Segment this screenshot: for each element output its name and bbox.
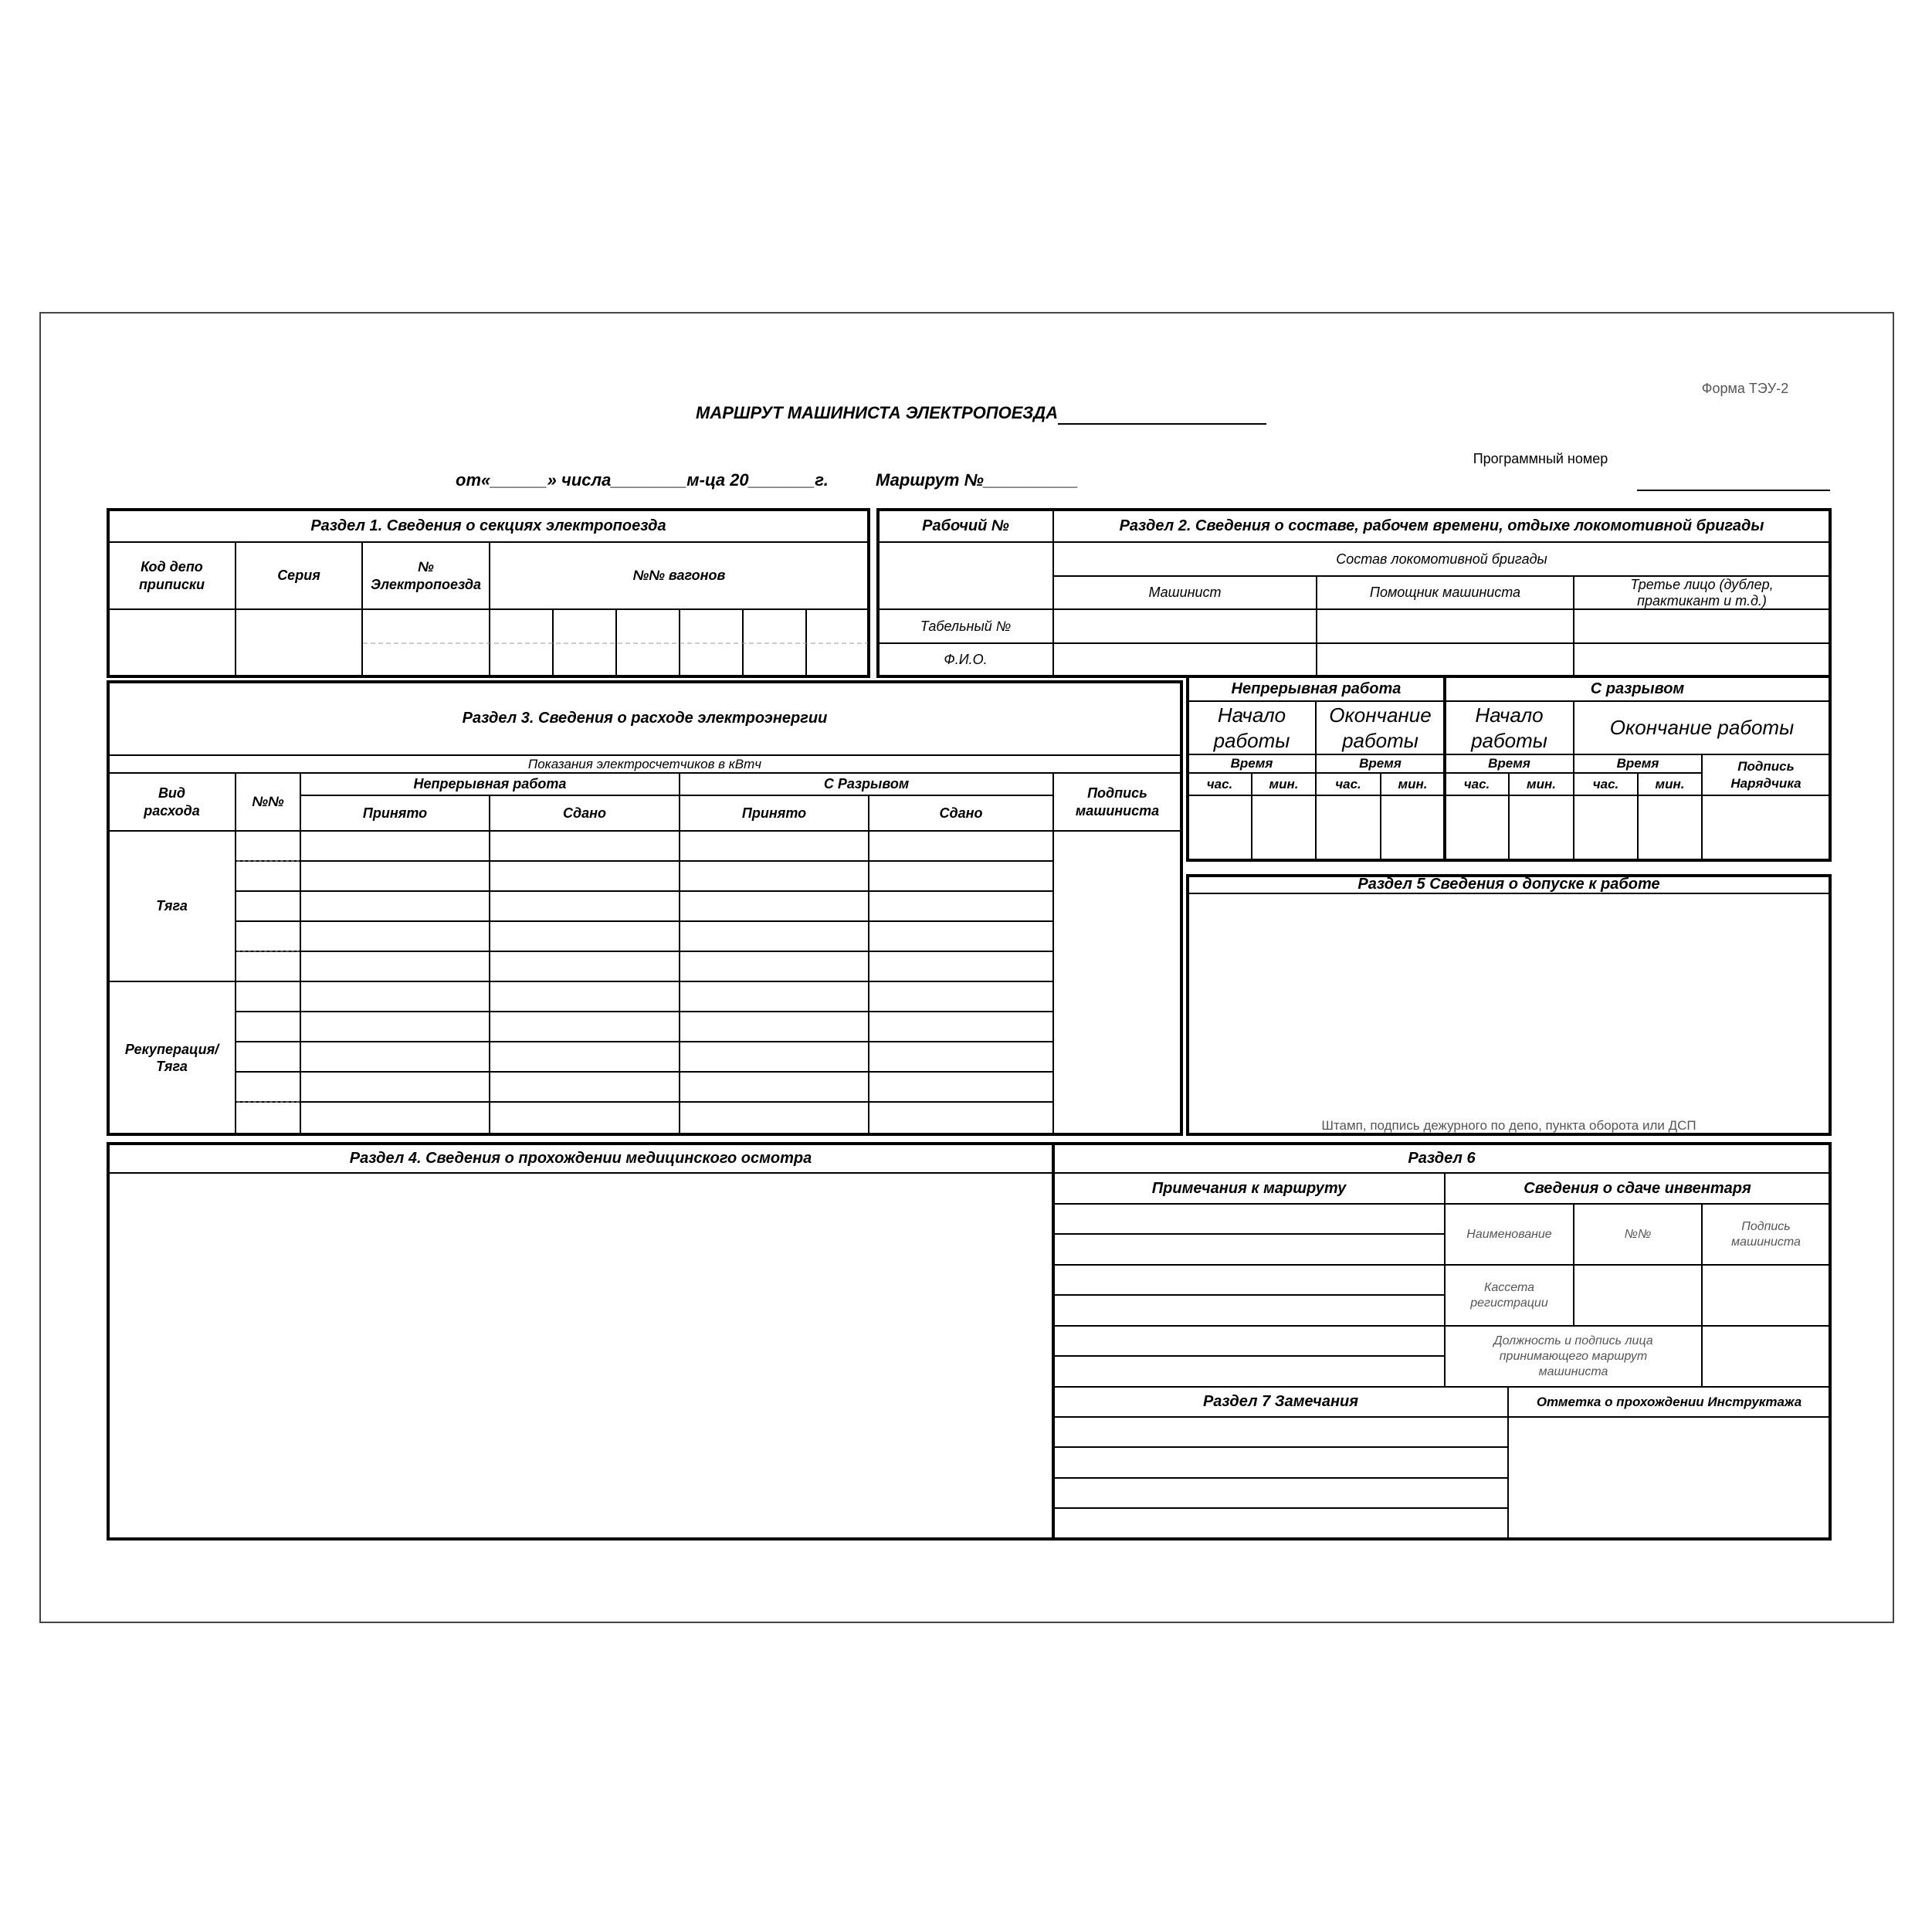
tab-number-label: Табельный №: [920, 618, 1012, 634]
section7-title: Раздел 7 Замечания: [1202, 1393, 1359, 1410]
minutes-label-4: мин.: [1655, 776, 1685, 791]
program-number-label: Программный номер: [1473, 450, 1608, 466]
section3-title: Раздел 3. Сведения о расходе электроэнергии: [462, 710, 828, 727]
received-col-2: Принято: [741, 805, 807, 821]
col-depot-code: Код депо приписки: [138, 559, 205, 592]
number-column-header: №№: [252, 794, 284, 810]
traction-row-label: Тяга: [156, 898, 188, 914]
time-label-1: Время: [1230, 756, 1273, 771]
received-col-1: Принято: [362, 805, 428, 821]
handed-col-2: Сдано: [939, 805, 983, 821]
section6-title: Раздел 6: [1408, 1149, 1476, 1167]
driver-column: Машинист: [1148, 585, 1222, 601]
continuous-end-header: Окончание работы: [1329, 703, 1432, 752]
page-title: МАРШРУТ МАШИНИСТА ЭЛЕКТРОПОЕЗДА: [696, 403, 1058, 423]
meter-readings-header: Показания электросчетчиков в кВтч: [527, 756, 762, 771]
break-end-header: Окончание работы: [1609, 716, 1795, 740]
form-code: Форма ТЭУ-2: [1701, 380, 1789, 396]
work-number-label: Рабочий №: [922, 517, 1009, 534]
briefing-mark-header: Отметка о прохождении Инструктажа: [1536, 1394, 1802, 1409]
section5-title: Раздел 5 Сведения о допуске к работе: [1357, 876, 1660, 893]
continuous-start-header: Начало работы: [1213, 703, 1290, 752]
hours-label-3: час.: [1463, 776, 1490, 791]
hours-label-2: час.: [1335, 776, 1361, 791]
minutes-label-2: мин.: [1398, 776, 1428, 791]
crew-header: Состав локомотивной бригады: [1336, 551, 1547, 567]
hours-label-4: час.: [1592, 776, 1619, 791]
assistant-column: Помощник машиниста: [1369, 585, 1521, 601]
col-train-number: № Электропоезда: [370, 559, 482, 592]
continuous-work-header: Непрерывная работа: [1231, 680, 1402, 697]
col-series: Серия: [277, 568, 320, 584]
minutes-label-1: мин.: [1269, 776, 1299, 791]
item-number-header: №№: [1624, 1227, 1652, 1241]
time-label-2: Время: [1359, 756, 1402, 771]
with-break-header: С разрывом: [1590, 680, 1685, 697]
fio-label: Ф.И.О.: [944, 652, 988, 668]
section1-title: Раздел 1. Сведения о секциях электропоезда: [310, 517, 666, 534]
program-number-field[interactable]: [1637, 466, 1830, 491]
minutes-label-3: мин.: [1527, 776, 1556, 791]
title-fill-line[interactable]: [1058, 402, 1266, 425]
with-break-header-s3: С Разрывом: [823, 776, 910, 792]
stamp-note: Штамп, подпись дежурного по депо, пункта оборота или ДСП: [1321, 1118, 1696, 1134]
item-name-header: Наименование: [1466, 1227, 1552, 1241]
route-number-field[interactable]: Маршрут №__________: [876, 470, 1079, 490]
third-person-column: Третье лицо (дублер, практикант и т.д.): [1630, 576, 1774, 608]
handed-col-1: Сдано: [562, 805, 606, 821]
col-wagon-numbers: №№ вагонов: [632, 568, 726, 584]
date-line[interactable]: от«______» числа________м-ца 20_______г.: [456, 470, 829, 490]
inventory-driver-sign-header: Подпись машиниста: [1731, 1219, 1801, 1249]
dispatcher-sign-header: Подпись Нарядчика: [1730, 759, 1802, 791]
section4-title: Раздел 4. Сведения о прохождении медицинского осмотра: [349, 1149, 812, 1167]
inventory-header: Сведения о сдаче инвентаря: [1524, 1179, 1751, 1197]
hours-label-1: час.: [1206, 776, 1233, 791]
break-start-header: Начало работы: [1471, 703, 1547, 752]
driver-sign-header: Подпись машиниста: [1075, 785, 1160, 819]
recuperation-row-label: Рекуперация/ Тяга: [124, 1041, 219, 1074]
receiver-sign-label: Должность и подпись лица принимающего маршрут машиниста: [1493, 1334, 1653, 1378]
continuous-header: Непрерывная работа: [413, 776, 567, 792]
time-label-3: Время: [1488, 756, 1530, 771]
route-notes-header: Примечания к маршруту: [1151, 1179, 1347, 1197]
consumption-type-header: Вид расхода: [144, 785, 200, 819]
time-label-4: Время: [1616, 756, 1659, 771]
section2-title: Раздел 2. Сведения о составе, рабочем времени, отдыхе локомотивной бригады: [1119, 517, 1764, 534]
cassette-label: Кассета регистрации: [1470, 1280, 1548, 1310]
